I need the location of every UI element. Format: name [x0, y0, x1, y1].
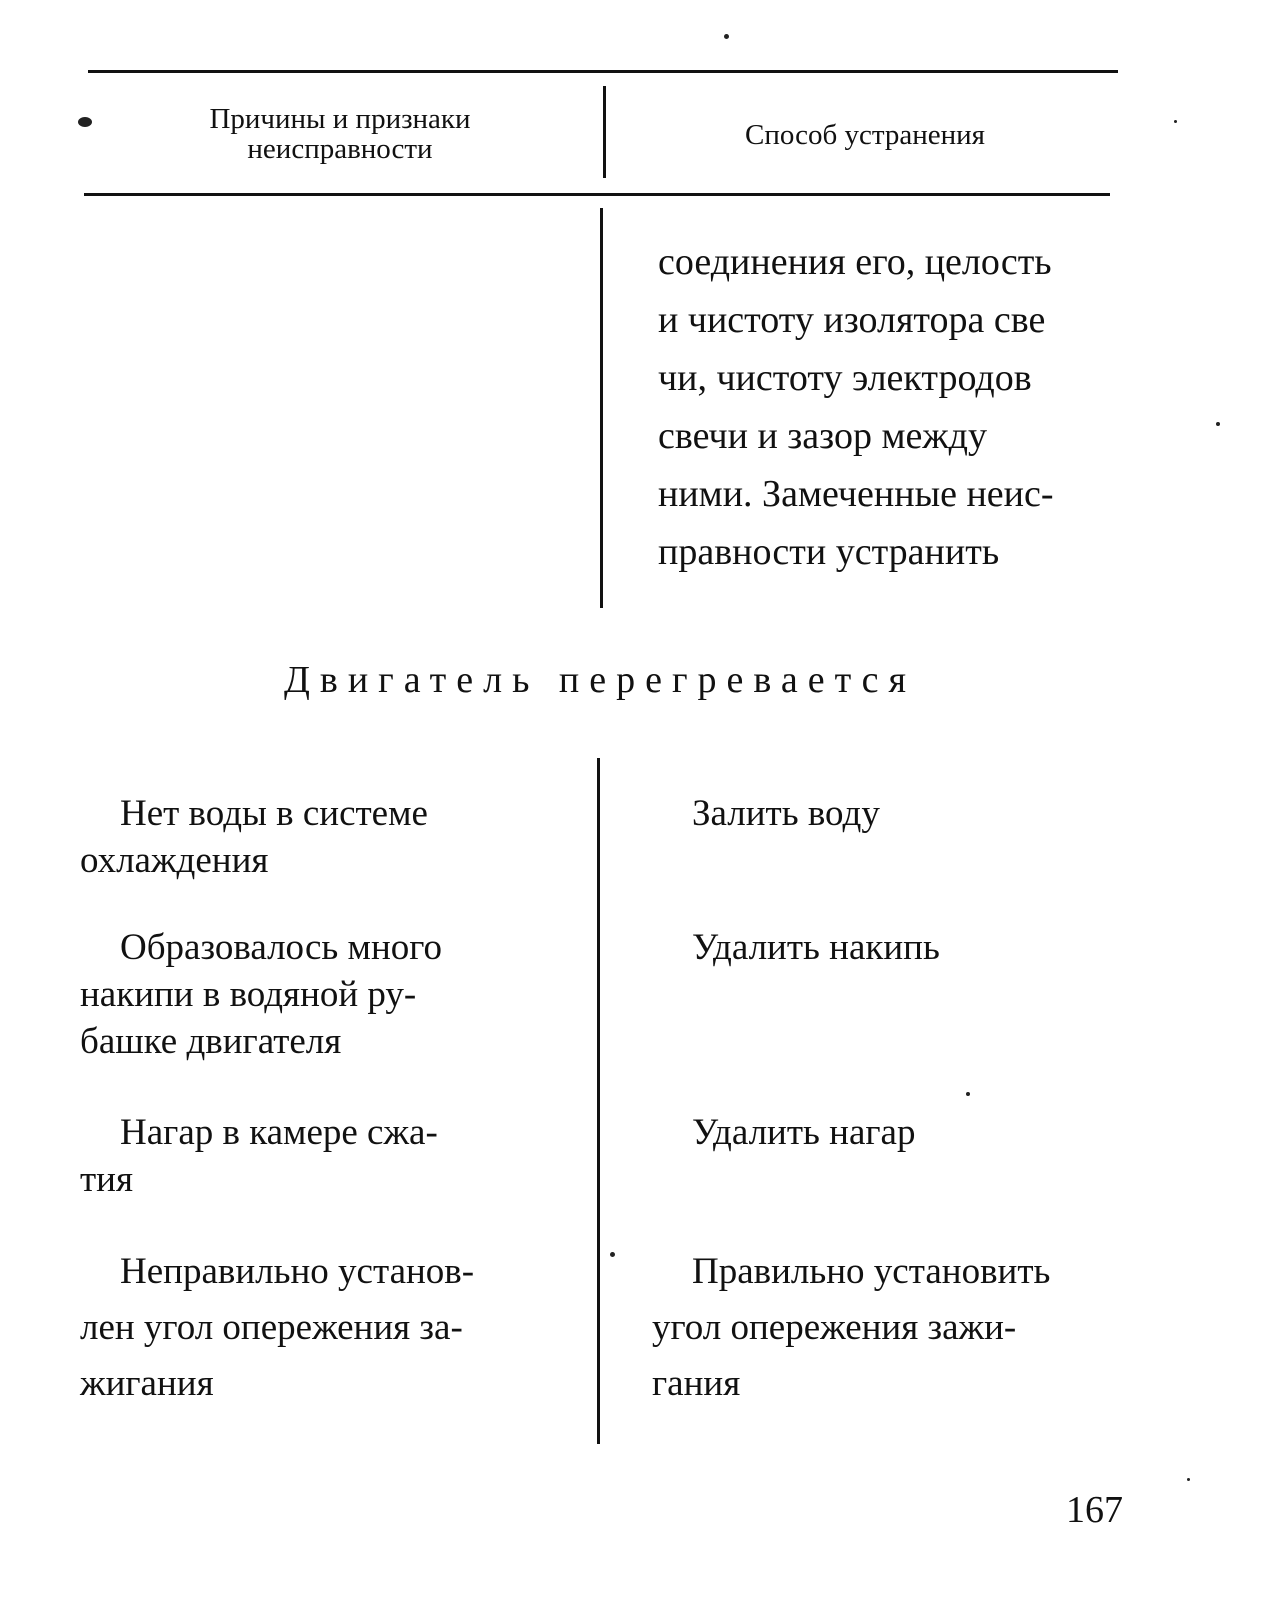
header-top-rule: [88, 70, 1118, 73]
header-causes-line2: неисправности: [247, 133, 433, 165]
remedy-line: свечи и зазор между: [658, 415, 987, 457]
cause-line: накипи в водяной ру-: [80, 974, 417, 1015]
bullet-mark: [78, 117, 92, 127]
continued-remedy-block: [658, 233, 1120, 581]
cause-line: Нет воды в системе: [120, 793, 428, 834]
cause-line: охлаждения: [80, 840, 269, 881]
scan-speck: [1187, 1478, 1190, 1481]
cause-line: тия: [80, 1159, 133, 1200]
remedy-line: и чистоту изолятора све: [658, 299, 1046, 341]
remedy-cell-2: [652, 924, 1112, 971]
remedy-cell-1: [652, 790, 1112, 837]
remedy-line: Удалить нагар: [692, 1112, 916, 1153]
cause-cell-2: [80, 924, 535, 1065]
remedy-cell-4: [652, 1244, 1112, 1412]
cause-line: Образовалось много: [120, 927, 442, 968]
remedy-line: Залить воду: [692, 793, 880, 834]
remedy-line: угол опережения зажи-: [652, 1307, 1017, 1348]
remedy-line: Правильно установить: [692, 1251, 1051, 1292]
section-title: Двигатель перегревается: [283, 659, 917, 701]
cause-line: башке двигателя: [80, 1021, 342, 1062]
remedy-line: правности устранить: [658, 531, 1000, 573]
header-causes: [140, 104, 540, 164]
cause-cell-3: [80, 1109, 535, 1203]
header-bottom-rule: [84, 193, 1110, 196]
cause-cell-4: [80, 1244, 535, 1412]
remedy-line: гания: [652, 1363, 741, 1404]
cause-line: Неправильно установ-: [120, 1251, 475, 1292]
upper-column-divider: [600, 208, 603, 608]
remedy-line: ними. Замеченные неис-: [658, 473, 1054, 515]
scan-speck: [966, 1092, 970, 1096]
scan-speck: [1216, 422, 1220, 426]
cause-line: жигания: [80, 1363, 214, 1404]
scan-speck: [610, 1252, 615, 1257]
cause-cell-1: [80, 790, 535, 884]
scan-speck: [724, 34, 729, 39]
cause-line: лен угол опережения за-: [80, 1307, 463, 1348]
cause-line: Нагар в камере сжа-: [120, 1112, 438, 1153]
header-remedy-text: Способ устранения: [744, 119, 985, 151]
remedy-line: соединения его, целость: [658, 241, 1052, 283]
remedy-line: Удалить накипь: [692, 927, 940, 968]
header-column-divider: [603, 86, 606, 178]
header-causes-line1: Причины и признаки: [209, 103, 471, 135]
page-number: 167: [1066, 1489, 1123, 1531]
remedy-cell-3: [652, 1109, 1112, 1156]
header-remedy: [640, 120, 1090, 150]
scan-speck: [1174, 120, 1177, 123]
remedy-line: чи, чистоту электродов: [658, 357, 1032, 399]
lower-column-divider: [597, 758, 600, 1444]
